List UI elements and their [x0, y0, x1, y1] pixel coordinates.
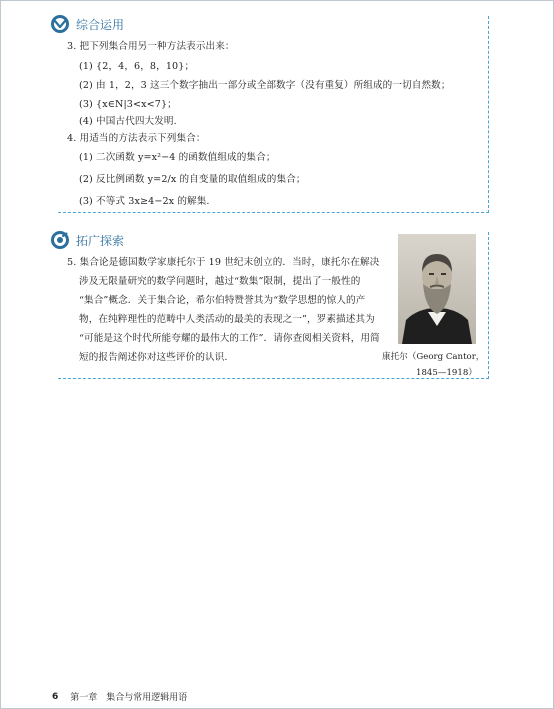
section-exploration-header	[50, 230, 124, 250]
section-comprehensive-header	[50, 14, 124, 34]
q5-line-5: “可能是这个时代所能夸耀的最伟大的工作”．请你查阅相关资料，用简	[79, 333, 380, 344]
page-number: 6	[52, 691, 59, 702]
q5-line-2: 涉及无限量研究的数学问题时，越过“数集”限制，提出了一般性的	[79, 276, 361, 287]
q5-line-1: 5. 集合论是德国数学家康托尔于 19 世纪末创立的．当时，康托尔在解决	[67, 257, 380, 268]
q4-item-2: (2) 反比例函数 y=2/x 的自变量的取值组成的集合；	[79, 174, 306, 185]
portrait-caption-name: 康托尔（Georg Cantor，	[382, 352, 485, 362]
q5-line-6: 短的报告阐述你对这些评价的认识.	[79, 352, 228, 363]
q4-item-1: (1) 二次函数 y=x²−4 的函数值组成的集合；	[79, 152, 276, 163]
section-exploration-title: 拓广探索	[76, 233, 125, 248]
q3-item-3: (3) {x∈N|3<x<7}；	[79, 99, 177, 110]
q4-stem: 4. 用适当的方法表示下列集合：	[67, 133, 206, 144]
page-footer	[52, 690, 187, 703]
chapter-title: 第一章 集合与常用逻辑用语	[70, 693, 188, 703]
section-comprehensive-title: 综合运用	[76, 17, 125, 32]
q5-line-4: 物，在纯粹理性的范畴中人类活动的最美的表现之一”，罗素描述其为	[79, 314, 375, 325]
cantor-portrait	[398, 234, 476, 344]
q3-item-4: (4) 中国古代四大发明.	[79, 116, 177, 127]
q3-stem: 3. 把下列集合用另一种方法表示出来：	[67, 41, 235, 52]
section-comprehensive-icon	[50, 14, 70, 34]
q3-item-2: (2) 由 1，2，3 这三个数字抽出一部分或全部数字（没有重复）所组成的一切自然数；	[79, 80, 451, 91]
q4-item-3: (3) 不等式 3x≥4−2x 的解集.	[79, 196, 210, 207]
q5-line-3: “集合”概念．关于集合论，希尔伯特赞誉其为“数学思想的惊人的产	[79, 295, 366, 306]
portrait-caption-years: 1845—1918）	[416, 368, 477, 378]
q3-item-1: (1) {2，4，6，8，10}；	[79, 61, 195, 72]
section-exploration-icon	[50, 230, 70, 250]
